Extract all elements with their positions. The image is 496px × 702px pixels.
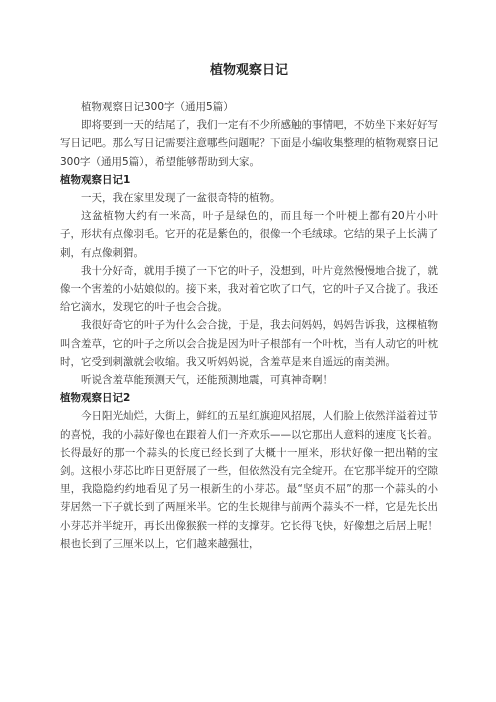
intro-subtitle: 植物观察日记300字（通用5篇） — [81, 101, 234, 113]
section-heading: 植物观察日记1 — [60, 173, 131, 186]
section-paragraph: 一天，我在家里发现了一盆很奇特的植物。 — [81, 192, 281, 205]
section-paragraph: 我十分好奇，就用手摸了一下它的叶子，没想到，叶片竟然慢慢地合拢了，就像一个害羞的小姑娘似的。接下来，我对着它吹了口气，它的叶子又合拢了。我还给它滴水，发现它的叶子也会合拢。 — [60, 264, 438, 314]
section-2 — [60, 389, 438, 553]
document-page — [60, 62, 438, 553]
section-paragraph: 这盆植物大约有一米高，叶子是绿色的，而且每一个叶梗上都有20片小叶子，形状有点像羽毛。它开的花是紫色的，很像一个毛绒球。它结的果子上长满了刺，有点像刺猬。 — [60, 210, 438, 259]
section-paragraph: 今日阳光灿烂，大街上，鲜红的五星红旗迎风招展，人们脸上依然洋溢着过节的喜悦，我的小蒜好像也在跟着人们一齐欢乐——以它那出人意料的速度飞长着。长得最好的那一个蒜头的长度已经长到了大概十一厘米，形状好像一把出鞘的宝剑。这根小芽芯比昨日更舒展了一些，但依然没有完全绽开。在它那半绽开的空隙里，我隐隐约约地看见了另一根新生的小芽芯。最“坚贞不屈”的那一个蒜头的小芽居然一下子就长到了两厘米半。它的生长规律与前两个蒜头不一样，它是先长出小芽芯并半绽开，再长出像猴猴一样的支撑芽。它长得飞快，好像想之后居上呢！根也长到了三厘米以上，它们越来越强壮， — [60, 410, 438, 550]
intro-paragraph: 即将要到一天的结尾了，我们一定有不少所感触的事情吧，不妨坐下来好好写写日记吧。那么写日记需要注意哪些问题呢？下面是小编收集整理的植物观察日记300字（通用5篇），希望能够帮助到大家。 — [60, 119, 438, 168]
section-paragraph: 听说含羞草能预测天气，还能预测地震，可真神奇啊！ — [81, 374, 333, 387]
document-title: 植物观察日记 — [209, 63, 288, 78]
section-paragraph: 我很好奇它的叶子为什么会合拢，于是，我去问妈妈，妈妈告诉我，这棵植物叫含羞草，它的叶子之所以会合拢是因为叶子根部有一个叶枕，当有人动它的叶枕时，它受到刺激就会收缩。我又听妈妈说，含羞草是来自遥远的南美洲。 — [60, 319, 438, 368]
section-heading: 植物观察日记2 — [60, 392, 131, 405]
section-1 — [60, 171, 438, 389]
